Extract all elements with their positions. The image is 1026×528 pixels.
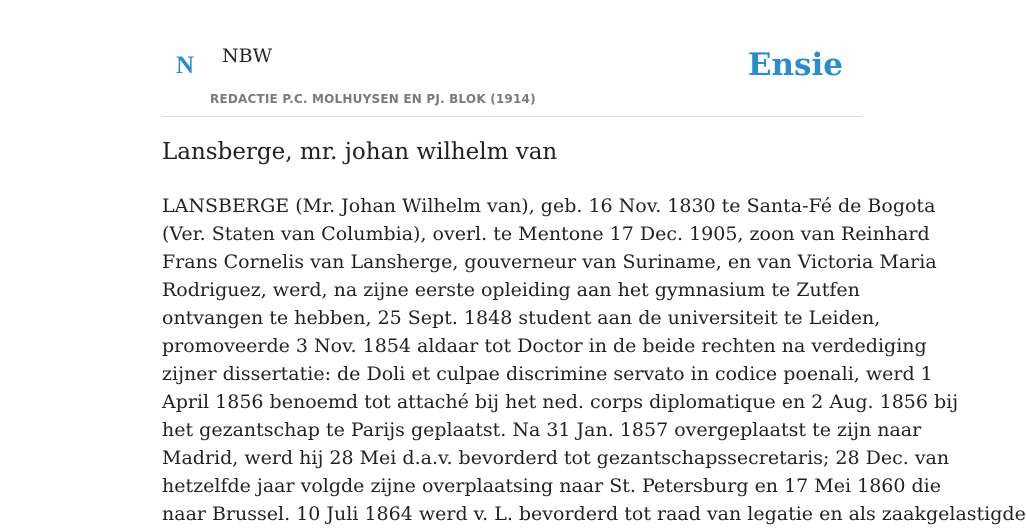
article-line: naar Brussel. 10 Juli 1864 werd v. L. bevorderd tot raad van legatie en als zaakgelastigde [162, 503, 1026, 525]
article-line: Rodriguez, werd, na zijne eerste opleiding aan het gymnasium te Zutfen [162, 279, 860, 301]
article-line: hetzelfde jaar volgde zijne overplaatsing naar St. Petersburg en 17 Mei 1860 die [162, 475, 941, 497]
article-line: April 1856 benoemd tot attaché bij het ned. corps diplomatique en 2 Aug. 1856 bij [162, 391, 959, 413]
article-line: het gezantschap te Parijs geplaatst. Na 31 Jan. 1857 overgeplaatst te zijn naar [162, 419, 922, 441]
brand-logo-link[interactable]: Ensie [747, 47, 843, 83]
article-line: zijner dissertatie: de Doli et culpae discrimine servato in codice poenali, werd 1 [162, 363, 933, 385]
article-line: Madrid, werd hij 28 Mei d.a.v. bevorderd tot gezantschapssecretaris; 28 Dec. van [162, 447, 950, 469]
source-subtitle: REDACTIE P.C. MOLHUYSEN EN PJ. BLOK (1914) [210, 92, 536, 106]
source-logo[interactable]: N [176, 52, 195, 79]
article-title: Lansberge, mr. johan wilhelm van [162, 139, 558, 165]
source-name-link[interactable]: NBW [222, 45, 273, 67]
article-line: ontvangen te hebben, 25 Sept. 1848 student aan de universiteit te Leiden, [162, 307, 881, 329]
source-header [162, 0, 862, 117]
article-line: promoveerde 3 Nov. 1854 aldaar tot Doctor in de beide rechten na verdediging [162, 335, 927, 357]
article-line: Frans Cornelis van Lansherge, gouverneur van Suriname, en van Victoria Maria [162, 251, 937, 273]
article-line: (Ver. Staten van Columbia), overl. te Mentone 17 Dec. 1905, zoon van Reinhard [162, 223, 930, 245]
article-line: LANSBERGE (Mr. Johan Wilhelm van), geb. 16 Nov. 1830 te Santa-Fé de Bogota [162, 195, 936, 217]
article-body [162, 192, 1026, 528]
